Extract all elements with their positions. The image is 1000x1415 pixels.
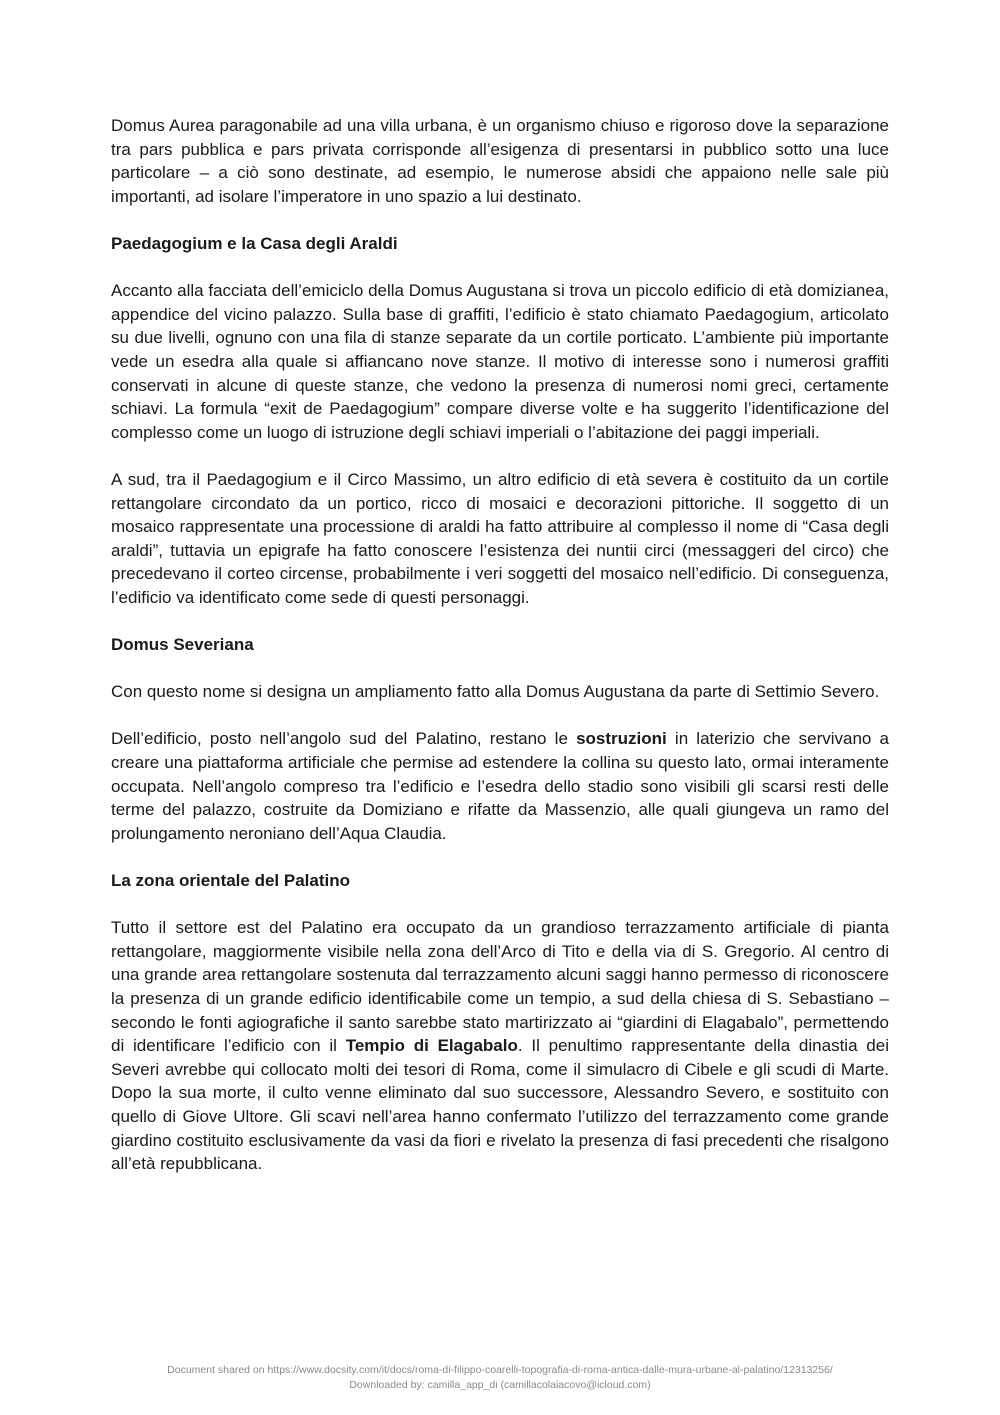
bold-term-tempio-elagabalo: Tempio di Elagabalo <box>345 1036 518 1056</box>
paragraph-text: Dell’edificio, posto nell’angolo sud del Palatino, restano le <box>111 729 577 749</box>
paragraph-domus-aurea: Domus Aurea paragonabile ad una villa urbana, è un organismo chiuso e rigoroso dove la separazione tra pars pubblica e pars privata corrisponde all’esigenza di presentarsi in pubblico sotto una luce particolare – a ciò sono destinate, ad esempio, le numerose absidi che appaiono nelle sale più importanti, ad isolare l’imperatore in uno spazio a lui destinato. <box>111 116 889 206</box>
page-footer <box>0 1363 1000 1393</box>
paragraph-paedagogium: Accanto alla facciata dell’emiciclo della Domus Augustana si trova un piccolo edificio di età domizianea, appendice del vicino palazzo. Sulla base di graffiti, l’edificio è stato chiamato Paedagogium, articolato su due livelli, ognuno con una fila di stanze separate da un cortile porticato. L’ambiente più importante vede un esedra alla quale si affiancano nove stanze. Il motivo di interesse sono i numerosi graffiti conservati in alcune di queste stanze, che vedono la presenza di numerosi nomi greci, certamente schiavi. La formula “exit de Paedagogium” compare diverse volte e ha suggerito l’identificazione del complesso come un luogo di istruzione degli schiavi imperiali o l’abitazione dei paggi imperiali. <box>111 281 889 442</box>
paragraph-text: in laterizio che servivano a creare una piattaforma artificiale che permise ad estendere la collina su questo lato, ormai interamente occupata. Nell’angolo compreso tra l’edificio e l’esedra dello stadio sono visibili gli scarsi resti delle terme del palazzo, costruite da Domiziano e rifatte da Massenzio, alle quali giungeva un ramo del prolungamento neroniano dell’Aqua Claudia. <box>111 729 889 843</box>
bold-term-sostruzioni: sostruzioni <box>576 729 667 749</box>
document-page <box>111 114 889 1199</box>
paragraph-domus-severiana-intro: Con questo nome si designa un ampliamento fatto alla Domus Augustana da parte di Settimio Severo. <box>111 682 880 702</box>
paragraph-text: . Il penultimo rappresentante della dinastia dei Severi avrebbe qui collocato molti dei tesori di Roma, come il simulacro di Cibele e gli scudi di Marte. Dopo la sua morte, il culto venne eliminato dal suo successore, Alessandro Severo, e sostituito con quello di Giove Ultore. Gli scavi nell’area hanno confermato l’utilizzo del terrazzamento come grande giardino costituito esclusivamente da vasi da fiori e rivelato la presenza di fasi precedenti che risalgono all’età repubblicana. <box>111 1036 889 1174</box>
paragraph-sostruzioni <box>111 727 889 845</box>
footer-downloaded-by: Downloaded by: camilla_app_di (camillacolaiacovo@icloud.com) <box>349 1379 651 1391</box>
paragraph-zona-orientale <box>111 916 889 1176</box>
heading-zona-orientale: La zona orientale del Palatino <box>111 871 350 890</box>
footer-shared-link[interactable]: Document shared on https://www.docsity.com/it/docs/roma-di-filippo-coarelli-topografia-di-roma-antica-dalle-mura-urbane-al-palatino/12313256/ <box>167 1364 833 1376</box>
paragraph-casa-araldi: A sud, tra il Paedagogium e il Circo Massimo, un altro edificio di età severa è costituito da un cortile rettangolare circondato da un portico, ricco di mosaici e decorazioni pittoriche. Il soggetto di un mosaico rappresentate una processione di araldi ha fatto attribuire al complesso il nome di “Casa degli araldi”, tuttavia un epigrafe ha fatto conoscere l’esistenza dei nuntii circi (messaggeri del circo) che precedevano il corteo circense, probabilmente i veri soggetti del mosaico nell’edificio. Di conseguenza, l’edificio va identificato come sede di questi personaggi. <box>111 469 889 607</box>
heading-paedagogium: Paedagogium e la Casa degli Araldi <box>111 233 398 253</box>
paragraph-text: Tutto il settore est del Palatino era occupato da un grandioso terrazzamento artificiale di pianta rettangolare, maggiormente visibile nella zona dell’Arco di Tito e della via di S. Gregorio. Al centro di una grande area rettangolare sostenuta dal terrazzamento alcuni saggi hanno permesso di riconoscere la presenza di un grande edificio identificabile come un tempio, a sud della chiesa di S. Sebastiano – secondo le fonti agiografiche il santo sarebbe stato martirizzato ai “giardini di Elagabalo”, permettendo di identificare l’edificio con il <box>111 918 889 1056</box>
heading-domus-severiana: Domus Severiana <box>111 635 254 655</box>
